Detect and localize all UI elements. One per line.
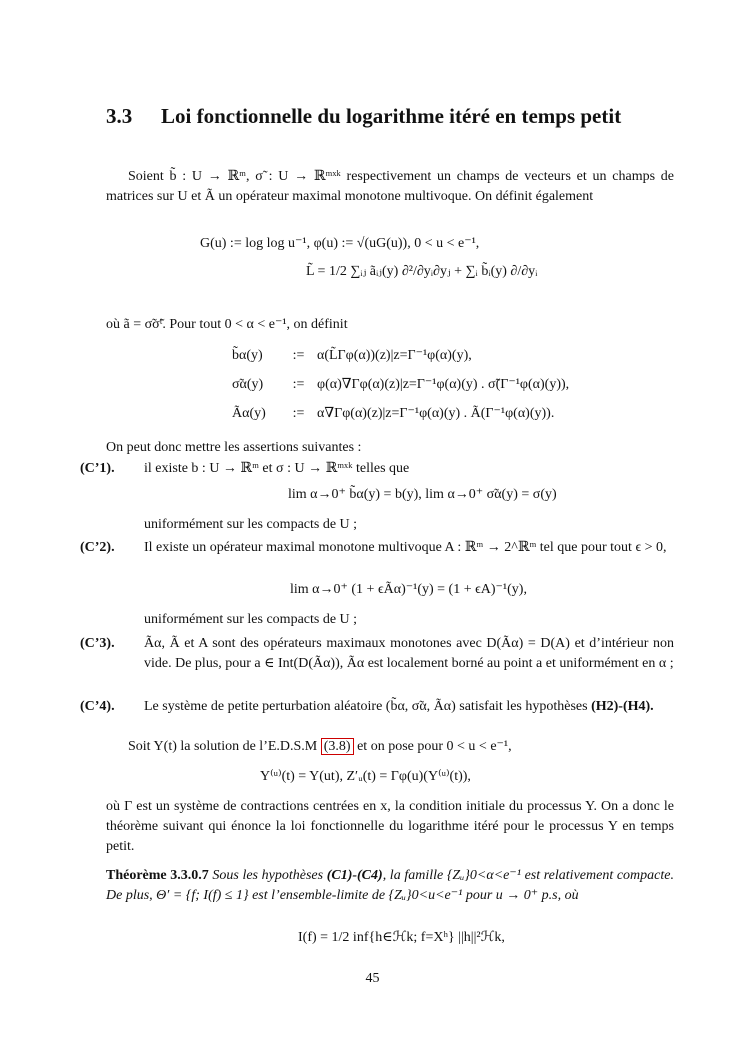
solution-text-a: Soit Y(t) la solution de l’E.D.S.M bbox=[128, 739, 321, 754]
def-rhs: α(L̃Γφ(α))(z)|z=Γ⁻¹φ(α)(y), bbox=[317, 348, 472, 363]
definition-a-alpha bbox=[232, 404, 554, 424]
section-number: 3.3 bbox=[106, 104, 133, 128]
def-lhs: σ̃α(y) bbox=[232, 377, 264, 392]
theorem-body-a: Sous les hypothèses bbox=[208, 868, 327, 883]
def-lhs: Ãα(y) bbox=[232, 406, 266, 421]
assertion-label-c4: (C’4). bbox=[80, 699, 115, 714]
solution-text-b: et on pose pour 0 < u < e⁻¹, bbox=[353, 739, 512, 754]
section-title: Loi fonctionnelle du logarithme itéré en temps petit bbox=[161, 104, 622, 128]
definition-b-alpha bbox=[232, 346, 472, 366]
assertion-after-c2: uniformément sur les compacts de U ; bbox=[144, 612, 358, 627]
def-op: := bbox=[292, 377, 305, 392]
assertion-text-c2: Il existe un opérateur maximal monotone multivoque A : ℝᵐ → 2^ℝᵐ tel que pour tout ϵ > 0, bbox=[144, 540, 667, 555]
theorem-body-b: , la famille {Zᵤ}0<α<e⁻¹ est relativement compacte. De plus, Θ′ = {f; I(f) ≤ 1} est l’ensemble-limite de {Zᵤ}0<u<e⁻¹ pour u → 0⁺ p.s, où bbox=[106, 868, 674, 903]
equation-operator-l bbox=[306, 262, 537, 282]
def-rhs: α∇Γφ(α)(z)|z=Γ⁻¹φ(α)(y) . Ã(Γ⁻¹φ(α)(y)). bbox=[317, 406, 555, 421]
assertion-eq-c2: lim α→0⁺ (1 + ϵÃα)⁻¹(y) = (1 + ϵA)⁻¹(y), bbox=[290, 582, 527, 597]
def-rhs: φ(α)∇Γφ(α)(z)|z=Γ⁻¹φ(α)(y) . σ̃(Γ⁻¹φ(α)(y)), bbox=[317, 377, 570, 392]
equation-operator-l-lhs: L̃ = bbox=[306, 264, 329, 279]
assertion-label-c2: (C’2). bbox=[80, 540, 115, 555]
def-op: := bbox=[292, 348, 305, 363]
equation-y-z: Y⁽ᵘ⁾(t) = Y(ut), Z′ᵤ(t) = Γφ(u)(Y⁽ᵘ⁾(t)), bbox=[260, 769, 471, 784]
def-lhs: b̃α(y) bbox=[232, 348, 263, 363]
equation-operator-l-rhs: 1/2 ∑ᵢⱼ ãᵢⱼ(y) ∂²/∂yᵢ∂yⱼ + ∑ᵢ b̃ᵢ(y) ∂/∂yᵢ bbox=[328, 264, 538, 279]
intro-paragraph: Soient b̃ : U → ℝᵐ, σ̃ : U → ℝᵐˣᵏ respectivement un champs de vecteurs et un champs de matrices sur U et Ã un opérateur maximal monotone multivoque. On définit également bbox=[106, 169, 674, 204]
closing-paragraph: où Γ est un système de contractions centrées en x, la condition initiale du processus Y. On a donc le théorème suivant qui énonce la loi fonctionnelle du logarithme itéré pour le processus Y en temps petit. bbox=[106, 799, 674, 854]
solution-paragraph bbox=[106, 737, 674, 757]
equation-rate-function: I(f) = 1/2 inf{h∈ℋk; f=Xʰ} ||h||²ℋk, bbox=[298, 930, 505, 945]
assertion-text-c4-bold: (H2)-(H4). bbox=[591, 699, 654, 714]
theorem-block bbox=[106, 866, 674, 906]
equation-g-phi: G(u) := log log u⁻¹, φ(u) := √(uG(u)), 0 < u < e⁻¹, bbox=[200, 236, 480, 251]
assertion-after-c1: uniformément sur les compacts de U ; bbox=[144, 517, 358, 532]
definition-intro: où ã = σ̃σ̃ᵗ. Pour tout 0 < α < e⁻¹, on définit bbox=[106, 317, 348, 332]
assertion-text-c4 bbox=[144, 697, 674, 717]
assertion-text-c3: Ãα, Ã et A sont des opérateurs maximaux monotones avec D(Ãα) = D(A) et d’intérieur non vide. De plus, pour a ∈ Int(D(Ãα)), Ãα est localement borné au point a et uniformément en α ; bbox=[144, 636, 674, 671]
theorem-body-bold: (C1)-(C4) bbox=[326, 868, 383, 883]
assertions-intro: On peut donc mettre les assertions suivantes : bbox=[106, 440, 362, 455]
assertion-text-c1: il existe b : U → ℝᵐ et σ : U → ℝᵐˣᵏ telles que bbox=[144, 461, 410, 476]
theorem-heading: Théorème 3.3.0.7 bbox=[106, 868, 209, 883]
definition-sigma-alpha bbox=[232, 375, 569, 395]
equation-reference-link[interactable]: (3.8) bbox=[321, 738, 354, 755]
page-number: 45 bbox=[365, 971, 380, 986]
assertion-label-c3: (C’3). bbox=[80, 636, 115, 651]
def-op: := bbox=[292, 406, 305, 421]
assertion-label-c1: (C’1). bbox=[80, 461, 115, 476]
assertion-text-c4-main: Le système de petite perturbation aléatoire (b̃α, σ̃α, Ãα) satisfait les hypothèses bbox=[144, 699, 588, 714]
assertion-eq-c1: lim α→0⁺ b̃α(y) = b(y), lim α→0⁺ σ̃α(y) = σ(y) bbox=[288, 487, 557, 502]
